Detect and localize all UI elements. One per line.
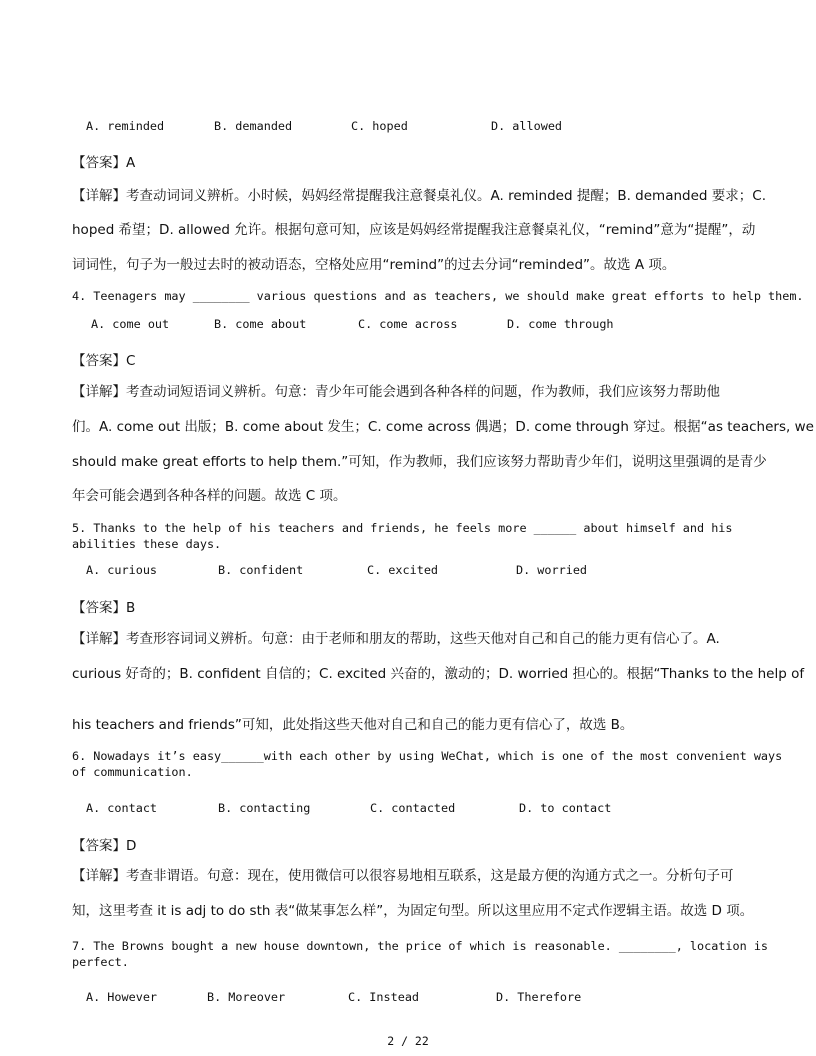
q6-option-c: C. contacted (370, 801, 456, 815)
q4-explanation-line: 【详解】考查动词短语词义辨析。句意：青少年可能会遇到各种各样的问题，作为教师，我们应该努力帮助他 (72, 384, 720, 400)
q7-option-c: C. Instead (348, 990, 420, 1004)
q4-answer: 【答案】C (72, 353, 136, 369)
q3-explanation-line: hoped 希望；D. allowed 允许。根据句意可知，应该是妈妈经常提醒我注意餐桌礼仪，“remind”意为“提醒”，动 (72, 222, 756, 238)
q5-option-c: C. excited (367, 563, 439, 577)
q5-answer: 【答案】B (72, 600, 136, 616)
q6-stem: 6. Nowadays it’s easy______with each other by using WeChat, which is one of the most convenient ways of communication. (72, 749, 783, 779)
q3-option-c: C. hoped (351, 119, 408, 133)
q5-option-d: D. worried (516, 563, 588, 577)
q6-explanation-line: 【详解】考查非谓语。句意：现在，使用微信可以很容易地相互联系，这是最方便的沟通方式之一。分析句子可 (72, 868, 734, 884)
q7-stem: 7. The Browns bought a new house downtown, the price of which is reasonable. ________, location is perfect. (72, 939, 769, 969)
q4-explanation-line: should make great efforts to help them.”可知，作为教师，我们应该努力帮助青少年们，说明这里强调的是青少 (72, 454, 767, 470)
q4-option-d: D. come through (507, 317, 614, 331)
q3-option-a: A. reminded (86, 119, 165, 133)
q4-explanation-line: 们。A. come out 出版；B. come about 发生；C. come across 偶遇；D. come through 穿过。根据“as teachers, we (72, 419, 814, 435)
q5-explanation-line: his teachers and friends”可知，此处指这些天他对自己和自己的能力更有信心了，故选 B。 (72, 717, 634, 733)
page-number: 2 / 22 (387, 1034, 429, 1048)
q3-option-d: D. allowed (491, 119, 563, 133)
q3-option-b: B. demanded (214, 119, 293, 133)
q3-explanation-line: 词词性，句子为一般过去时的被动语态，空格处应用“remind”的过去分词“reminded”。故选 A 项。 (72, 257, 676, 273)
q4-option-c: C. come across (358, 317, 458, 331)
q7-option-d: D. Therefore (496, 990, 582, 1004)
q4-option-b: B. come about (214, 317, 307, 331)
q3-explanation-line: 【详解】考查动词词义辨析。小时候，妈妈经常提醒我注意餐桌礼仪。A. reminded 提醒；B. demanded 要求；C. (72, 188, 766, 204)
q4-option-a: A. come out (91, 317, 170, 331)
q4-stem: 4. Teenagers may ________ various questions and as teachers, we should make great efforts to help them. (72, 289, 804, 303)
q6-option-d: D. to contact (519, 801, 612, 815)
q5-option-a: A. curious (86, 563, 158, 577)
q5-stem: 5. Thanks to the help of his teachers and friends, he feels more ______ about himself and his abilities these days. (72, 521, 733, 551)
q5-explanation-line: curious 好奇的；B. confident 自信的；C. excited 兴奋的，激动的；D. worried 担心的。根据“Thanks to the help of (72, 666, 805, 682)
q7-option-a: A. However (86, 990, 158, 1004)
q7-option-b: B. Moreover (207, 990, 286, 1004)
q4-explanation-line: 年会可能会遇到各种各样的问题。故选 C 项。 (72, 488, 347, 504)
q6-option-a: A. contact (86, 801, 158, 815)
q5-explanation-line: 【详解】考查形容词词义辨析。句意：由于老师和朋友的帮助，这些天他对自己和自己的能力更有信心了。A. (72, 631, 720, 647)
q6-answer: 【答案】D (72, 838, 137, 854)
q6-option-b: B. contacting (218, 801, 311, 815)
q6-explanation-line: 知，这里考查 it is adj to do sth 表“做某事怎么样”，为固定句型。所以这里应用不定式作逻辑主语。故选 D 项。 (72, 903, 754, 919)
q3-answer: 【答案】A (72, 155, 136, 171)
q5-option-b: B. confident (218, 563, 304, 577)
